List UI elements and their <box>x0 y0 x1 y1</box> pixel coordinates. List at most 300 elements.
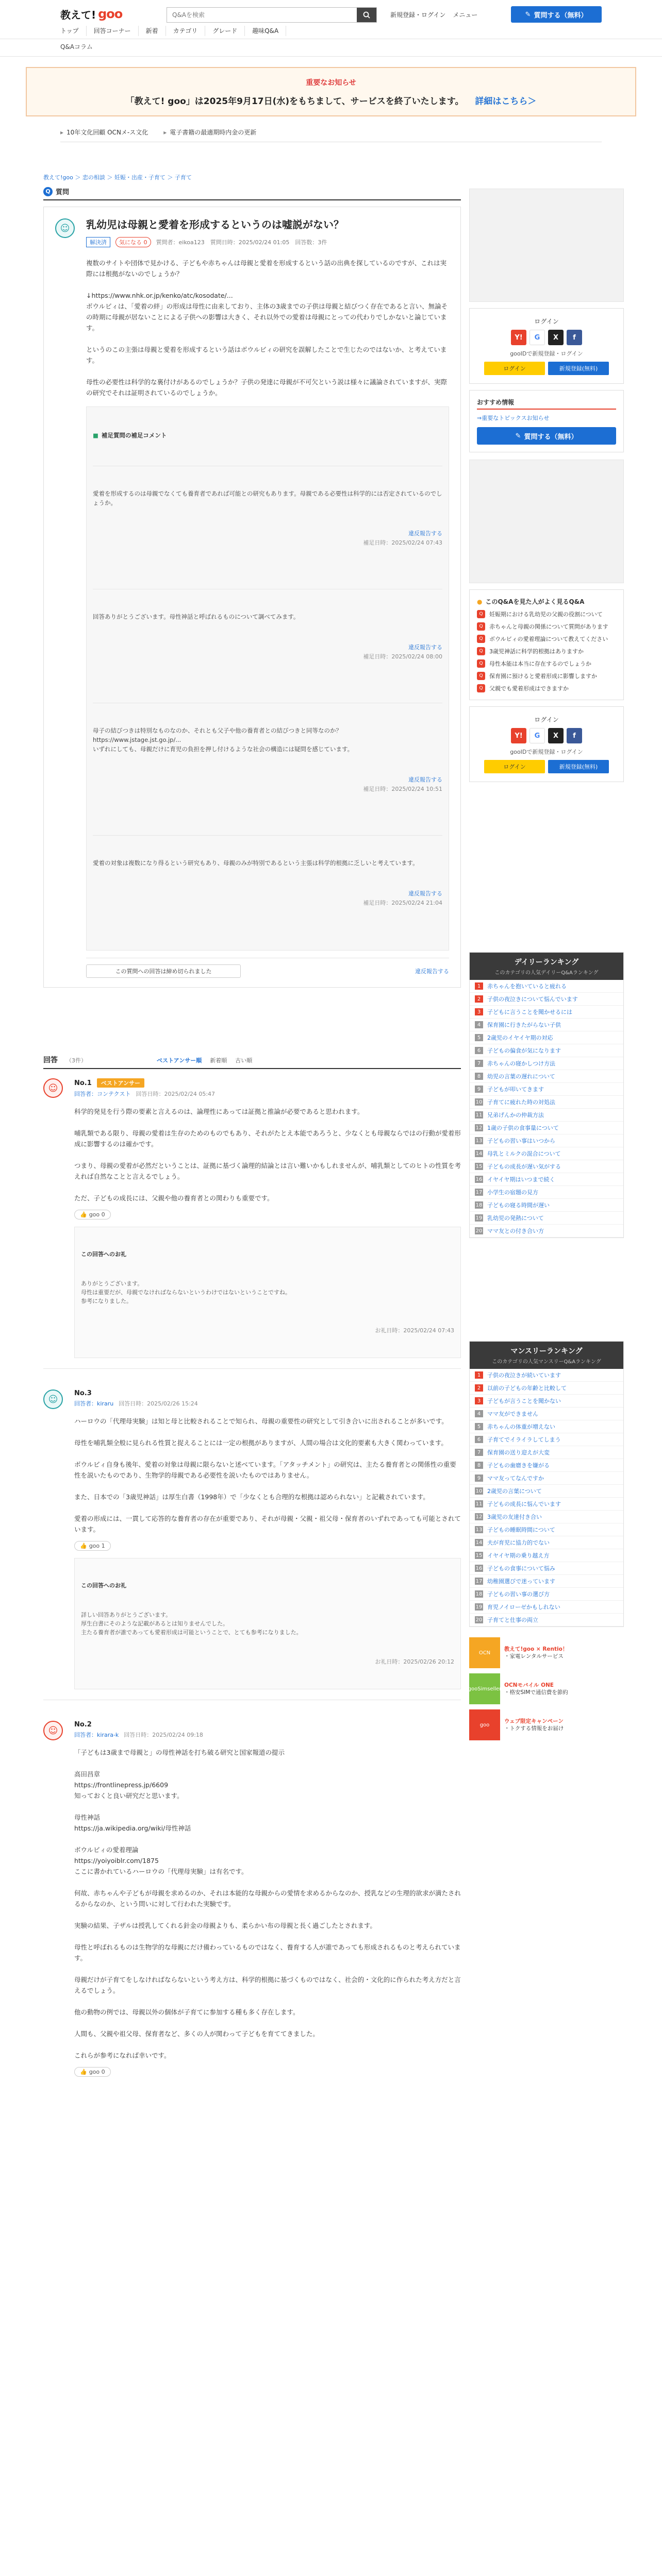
answer-number <box>74 1078 461 1088</box>
ranking-text: 兄弟げんかの仲裁方法 <box>487 1112 544 1118</box>
recommend-title: おすすめ情報 <box>477 398 616 410</box>
ranking-item[interactable] <box>470 1408 623 1420</box>
ranking-item[interactable] <box>470 1225 623 1238</box>
sub-nav <box>0 39 662 57</box>
ranking-item[interactable] <box>470 1186 623 1199</box>
promo-item[interactable] <box>469 1637 624 1668</box>
thanks-date: お礼日時：2025/02/24 07:43 <box>375 1327 454 1334</box>
answer-item <box>43 1369 461 1700</box>
supplement-item <box>93 466 442 566</box>
ranking-number: 14 <box>475 1150 483 1157</box>
bulb-icon: ● <box>477 598 483 605</box>
ranking-number: 1 <box>475 982 483 990</box>
thumb-icon: 👍 <box>80 1211 87 1218</box>
ranking-number: 2 <box>475 1384 483 1392</box>
ranking-text: ママ友ができません <box>487 1411 538 1417</box>
monthly-ranking-title: マンスリーランキング <box>510 1347 583 1355</box>
report-link[interactable]: 違反報告する <box>415 968 449 975</box>
answer-body: 「子どもは3歳まで母親と」の母性神話を打ち破る研究と国家報道の提示 高田昌章 https://frontlinepress.jp/6609 知っておくと良い研究だと思います。 母性神話 https://ja.wikipedia.org/wiki/母性神話 ボウルビィの愛着理論 https://yoiyoiblr.com/1875 ここに書かれているハーロウの「代理母実験」は有名です。 何故、赤ちゃんや子どもが母親を求めるのか、それは本能的な母親からの愛情を求めるからなのか、授乳などの生理的欲求が満たされるからなのか、という問いに対して行われた実験です。 実験の結果、子ザルは授乳してくれる針金の母親よりも、柔らかい布の母親と長く過ごしたとされます。 母性と呼ばれるものは生物学的な母親にだけ備わっているものではなく、養育する人が誰であっても形成されるものと考えられています。 母親だけが子育てをしなければならないという考え方は、科学的根拠に基づくものではなく、社会的・文化的に作られた考え方だと言えるでしょう。 他の動物の例では、母親以外の個体が子育てに参加する種も多く存在します。 人間も、父親や祖父母、保育者など、多くの人が関わって子どもを育ててきました。 これらが参考になれば幸いです。 <box>74 1749 461 2059</box>
facebook-icon[interactable]: f <box>567 330 582 345</box>
ranking-item[interactable] <box>470 1212 623 1225</box>
recommend-link[interactable]: ⇒重要なトピックスお知らせ <box>477 415 550 421</box>
thanks-text: ありがとうございます。 母性は重要だが、母親でなければならないというわけではないということですね。 参考になりました。 <box>81 1280 291 1304</box>
ranking-text: 赤ちゃんの寝かしつけ方法 <box>487 1060 555 1067</box>
monthly-ranking-header <box>470 1342 623 1369</box>
ask-label: 質問する（無料） <box>534 11 588 20</box>
supplement-text: 母子の結びつきは特別なものなのか、それとも父子や他の養育者との結びつきと同等なのか？ https://www.jstage.jst.go.jp/... いずれにしても、母親だけに育児の負担を押し付けるような社会の構造には疑問を感じています。 <box>93 727 354 753</box>
related-text: 妊娠期における乳幼児の父親の役割について <box>489 611 603 618</box>
ranking-number: 11 <box>475 1112 483 1118</box>
login-note: gooIDで新規登録・ログイン <box>510 749 583 755</box>
login-button[interactable]: ログイン <box>484 362 545 375</box>
question-meta: 質問者：eikoa123 質問日時：2025/02/24 01:05 回答数：3件 <box>156 239 327 246</box>
thanks-comment-box <box>74 1558 461 1689</box>
facebook-icon[interactable]: f <box>567 728 582 743</box>
related-item[interactable] <box>477 610 616 618</box>
recommend-box <box>469 390 624 452</box>
ranking-text: 子どもが叩いてきます <box>487 1086 544 1093</box>
supplement-date <box>93 775 442 794</box>
supplement-date <box>93 643 442 662</box>
promo-list <box>469 1637 624 1740</box>
supplement-date-text: 補足日時：2025/02/24 07:43 <box>363 539 442 546</box>
avatar[interactable]: ☺ <box>43 1721 63 1740</box>
ranking-text: 夫が育児に協力的でない <box>487 1539 550 1546</box>
ranking-text: 母乳とミルクの混合について <box>487 1150 561 1157</box>
ranking-item[interactable] <box>470 1173 623 1186</box>
ranking-text: 子どもの成長が遅い気がする <box>487 1163 561 1170</box>
ranking-number: 13 <box>475 1527 483 1533</box>
search-button[interactable] <box>357 8 376 22</box>
best-answer-badge: ベストアンサー <box>97 1078 144 1088</box>
sort-best[interactable]: ベストアンサー順 <box>157 1057 202 1064</box>
ranking-item[interactable] <box>470 1070 623 1083</box>
ranking-item[interactable] <box>470 1006 623 1019</box>
promo-image: goo <box>469 1709 500 1740</box>
ranking-item[interactable] <box>470 1549 623 1562</box>
daily-ranking <box>469 952 624 1238</box>
ranking-item[interactable] <box>470 1523 623 1536</box>
answer-user[interactable]: 回答者：コンテクスト <box>74 1091 131 1097</box>
promo-text <box>504 1718 564 1732</box>
promo-image: gooSimseller <box>469 1673 500 1704</box>
ranking-item[interactable] <box>470 1369 623 1382</box>
ranking-number: 13 <box>475 1138 483 1144</box>
q-icon: Q <box>477 684 485 692</box>
answer-number: No.3 <box>74 1389 92 1397</box>
goo-count: goo 1 <box>89 1543 105 1549</box>
ranking-number: 11 <box>475 1501 483 1507</box>
ranking-item[interactable] <box>470 1472 623 1485</box>
nav-new[interactable]: 新着 <box>139 26 166 36</box>
category-tab[interactable]: ▸ 10年文化回顧 OCNメ-ス文化 <box>60 128 148 137</box>
ranking-number: 20 <box>475 1228 483 1234</box>
ranking-item[interactable] <box>470 1498 623 1511</box>
ranking-item[interactable] <box>470 980 623 993</box>
related-item[interactable] <box>477 672 616 680</box>
sort-old[interactable]: 古い順 <box>235 1057 253 1064</box>
goo-count: goo 0 <box>89 2069 105 2075</box>
ranking-text: 幼児の言葉の遅れについて <box>487 1073 555 1080</box>
notice-detail-link[interactable]: 詳細はこちら＞ <box>475 96 537 107</box>
ranking-text: 子どもの偏食が気になります <box>487 1047 561 1054</box>
nav-answer-corner[interactable]: 回答コーナー <box>87 26 139 36</box>
yahoo-icon[interactable]: Y! <box>511 330 526 345</box>
ranking-number: 5 <box>475 1034 483 1041</box>
notice-text: 「教えて! goo」は2025年9月17日(水)をもちまして、サービスを終了いたします。 <box>125 96 464 107</box>
ad-banner[interactable] <box>469 189 624 302</box>
notice-title: 重要なお知らせ <box>306 79 356 87</box>
yahoo-icon[interactable]: Y! <box>511 728 526 743</box>
ranking-text: 乳幼児の発熱について <box>487 1215 544 1222</box>
report-link[interactable]: 違反報告する <box>408 776 442 783</box>
ranking-item[interactable] <box>470 1199 623 1212</box>
answers-header <box>43 1055 461 1069</box>
goo-button[interactable] <box>74 1210 111 1219</box>
monthly-ranking-sub: このカテゴリの人気マンスリーQ&Aランキング <box>492 1359 601 1365</box>
ranking-text: 3歳児の友達付き合い <box>487 1514 542 1520</box>
promo-text <box>504 1646 568 1660</box>
ranking-text: イヤイヤ期はいつまで続く <box>487 1176 555 1183</box>
ranking-item[interactable] <box>470 1511 623 1523</box>
ranking-item[interactable] <box>470 1044 623 1057</box>
ranking-text: 子育てに疲れた時の対処法 <box>487 1099 555 1106</box>
category-tabs <box>60 128 602 142</box>
ranking-text: 子育てでイライラしてしまう <box>487 1436 561 1443</box>
google-icon[interactable]: G <box>529 330 545 345</box>
ranking-number: 17 <box>475 1578 483 1584</box>
ranking-item[interactable] <box>470 1433 623 1446</box>
ranking-number: 8 <box>475 1462 483 1469</box>
answer-actions <box>74 1541 461 1551</box>
ranking-item[interactable] <box>470 1147 623 1160</box>
question-body: 複数のサイトや団体で見かける、子どもや赤ちゃんは母親と愛着を形成するという話の出典を探しているのですが、これは実際には根拠がないのでしょうか？ ↓https://www.nhk.or.jp/kenko/atc/kosodate/... ボウルビィは、「愛着の絆」の形成は母性に由来しており、主体の3歳までの子供は母親と結びつく存在であると言い、無論その時期に母親が居ないことによる子供への影響は大きく、それ以外での愛着は母親にとっての代わりでしかないと論じています。 というのこの主張は母親と愛着を形成するという話はボウルビィの研究を誤解したことで生じたのではないか、と考えています。 母性の必要性は科学的な裏付けがあるのでしょうか？子供の発達に母親が不可欠という説は様々に議論されていますが、実際の研究でそれは証明されているのでしょうか。 <box>86 259 448 397</box>
x-icon[interactable]: X <box>548 728 564 743</box>
ranking-number: 9 <box>475 1086 483 1093</box>
related-text: 母性本能は本当に存在するのでしょうか <box>489 660 591 667</box>
related-item[interactable] <box>477 659 616 668</box>
ranking-text: 子どもの成長に悩んでいます <box>487 1501 561 1507</box>
ranking-number: 2 <box>475 995 483 1003</box>
main-column <box>43 142 461 2087</box>
ranking-item[interactable] <box>470 1446 623 1459</box>
avatar[interactable]: ☺ <box>43 1078 63 1098</box>
answer-date: 回答日時：2025/02/26 15:24 <box>119 1400 198 1407</box>
ranking-number: 7 <box>475 1060 483 1067</box>
answer-body: 科学的発見を行う際の要素と言えるのは、論理性にあっては証拠と推論が必要であると思われます。 哺乳類である限り、母親の愛着は生存のためのものでもあり、それがたとえ本能であろうと、少なくとも母親ならではの行動が愛着形成に影響するのは確かです。 つまり、母親の愛着が必然だということは、証拠に基づく論理的結論とは言い難いかもしれませんが、哺乳類としてのヒトの性質を考えれば自然なことと言えるでしょう。 ただ、子どもの成長には、父親や他の養育者との関わりも重要です。 <box>74 1108 461 1202</box>
answer-body: ハーロウの「代理母実験」は知と母と比較されることで知られ、母親の重要性の研究として引き合いに出されることが多いです。 母性を哺乳類全般に見られる性質と捉えることには一定の根拠がありますが、人間の場合は文化的要素も大きく関わっています。 ボウルビィ自身も後年、愛着の対象は母親に限らないと述べています。「アタッチメント」の研究は、主たる養育者との関係性の重要性を説いたものであり、生物学的母親である必要性を説いたものではありません。 また、日本での「3歳児神話」は厚生白書（1998年）で「少なくとも合理的な根拠は認められない」と記載されています。 愛着の形成には、一貫して応答的な養育者の存在が重要であり、それが母親・父親・祖父母・保育者のいずれであっても可能とされています。 <box>74 1417 461 1533</box>
ranking-text: 子育てと仕事の両立 <box>487 1617 538 1623</box>
ranking-number: 19 <box>475 1604 483 1610</box>
ranking-text: 子どもに言うことを聞かせるには <box>487 1009 572 1015</box>
login-note: gooIDで新規登録・ログイン <box>510 350 583 357</box>
status-badge: 解決済 <box>86 237 110 247</box>
related-item[interactable] <box>477 647 616 655</box>
answers-title: 回答 <box>43 1056 58 1064</box>
supplement-date-text: 補足日時：2025/02/24 10:51 <box>363 786 442 792</box>
thanks-text: 詳しい回答ありがとうございます。 厚生白書にそのような記載があるとは知りませんでした。 主たる養育者が誰であっても愛着形成は可能ということで、とても参考になりました。 <box>81 1612 302 1636</box>
related-item[interactable] <box>477 622 616 631</box>
q-icon: Q <box>477 659 485 668</box>
supplement-item <box>93 703 442 812</box>
q-icon: Q <box>477 635 485 643</box>
ranking-item[interactable] <box>470 1083 623 1096</box>
thanks-title: この回答へのお礼 <box>81 1251 126 1258</box>
login-title: ログイン <box>534 318 559 325</box>
ranking-item[interactable] <box>470 1562 623 1575</box>
ranking-number: 17 <box>475 1189 483 1195</box>
question-icon: Q <box>43 187 53 196</box>
ranking-text: 子供の夜泣きが続いています <box>487 1372 561 1379</box>
login-buttons <box>478 760 615 773</box>
ranking-number: 4 <box>475 1410 483 1417</box>
ranking-number: 15 <box>475 1552 483 1558</box>
ranking-text: 赤ちゃんの体重が増えない <box>487 1423 555 1430</box>
ranking-number: 18 <box>475 1202 483 1208</box>
goo-count: goo 0 <box>89 1211 105 1218</box>
ranking-text: 子どもの睡眠時間について <box>487 1527 555 1533</box>
related-item[interactable] <box>477 684 616 692</box>
site-header <box>0 0 662 39</box>
logo-goo: goo <box>98 7 123 21</box>
supplement-title <box>93 431 442 440</box>
answer-item <box>43 1069 461 1369</box>
supplement-title-text: 補足質問の補足コメント <box>101 432 167 439</box>
supplement-date-text: 補足日時：2025/02/24 08:00 <box>363 653 442 660</box>
login-box <box>469 706 624 782</box>
ranking-item[interactable] <box>470 1485 623 1498</box>
ranking-text: 2歳児の言葉について <box>487 1488 542 1495</box>
related-item[interactable] <box>477 635 616 643</box>
ranking-text: 子どもの習い事の選び方 <box>487 1591 550 1598</box>
supplement-date-text: 補足日時：2025/02/24 21:04 <box>363 900 442 906</box>
notice-body <box>27 94 635 107</box>
promo-desc: ・家電レンタルサービス <box>504 1653 564 1659</box>
nav-hobby[interactable]: 趣味Q&A <box>245 26 286 36</box>
q-icon: Q <box>477 647 485 655</box>
avatar[interactable]: ☺ <box>43 1389 63 1409</box>
ranking-item[interactable] <box>470 1382 623 1395</box>
ranking-text: 保育園に行きたがらない子供 <box>487 1022 561 1028</box>
ranking-number: 5 <box>475 1423 483 1430</box>
answer-user[interactable]: 回答者：kirara-k <box>74 1732 119 1738</box>
ranking-number: 6 <box>475 1047 483 1054</box>
ranking-item[interactable] <box>470 1096 623 1109</box>
interest-button[interactable]: 気になる 0 <box>115 237 151 247</box>
promo-image: OCN <box>469 1637 500 1668</box>
sort-new[interactable]: 新着順 <box>210 1057 227 1064</box>
monthly-ranking-list <box>470 1369 623 1626</box>
daily-ranking-list <box>470 980 623 1238</box>
ranking-text: 以前の子どもの年齢と比較して <box>487 1385 567 1392</box>
thanks-date: お礼日時：2025/02/26 20:12 <box>375 1658 454 1665</box>
answer-item <box>43 1700 461 2087</box>
report-link[interactable]: 違反報告する <box>408 530 442 537</box>
sns-row <box>478 330 615 345</box>
ranking-text: ママ友ってなんですか <box>487 1475 544 1482</box>
related-text: 3歳児神話に科学的根拠はありますか <box>489 648 584 655</box>
answers-count: （3件） <box>66 1057 87 1064</box>
goo-button[interactable] <box>74 1541 111 1551</box>
nav-category[interactable]: カテゴリ <box>166 26 206 36</box>
supplement-text: 回答ありがとうございます。母性神話と呼ばれるものについて調べてみます。 <box>93 613 300 620</box>
sidebar <box>469 173 624 1740</box>
login-button[interactable]: ログイン <box>484 760 545 773</box>
breadcrumb[interactable]: 教えて!goo ＞ 恋の相談 ＞ 妊娠・出産・子育て ＞ 子育て <box>43 174 192 181</box>
ranking-text: 1歳の子供の食事量について <box>487 1125 559 1131</box>
ranking-number: 10 <box>475 1488 483 1494</box>
answer-meta <box>74 1090 461 1098</box>
ranking-text: 幼稚園選びで迷っています <box>487 1578 555 1585</box>
ranking-number: 3 <box>475 1008 483 1015</box>
question-card <box>43 207 461 988</box>
promo-item[interactable] <box>469 1673 624 1704</box>
supplement-text: 愛着の対象は複数になり得るという研究もあり、母親のみが特別であるという主張は科学的根拠に乏しいと考えています。 <box>93 859 419 867</box>
ranking-number: 7 <box>475 1449 483 1456</box>
q-icon: Q <box>477 610 485 618</box>
supplement-date <box>93 529 442 548</box>
ranking-item[interactable] <box>470 1395 623 1408</box>
ranking-item[interactable] <box>470 1536 623 1549</box>
category-tab[interactable]: ▸ 電子書籍の最適期時内金の更新 <box>163 128 256 137</box>
ranking-text: イヤイヤ期の乗り越え方 <box>487 1552 550 1559</box>
answer-date: 回答日時：2025/02/24 09:18 <box>124 1732 203 1738</box>
ranking-text: 子どもの食事について悩み <box>487 1565 555 1572</box>
ranking-text: 保育園の送り迎えが大変 <box>487 1449 550 1456</box>
ranking-number: 4 <box>475 1021 483 1028</box>
report-link[interactable]: 違反報告する <box>408 644 442 651</box>
ranking-item[interactable] <box>470 1614 623 1626</box>
login-link[interactable]: 新規登録・ログイン <box>390 11 446 19</box>
nav-top[interactable]: トップ <box>60 26 87 36</box>
promo-desc: ・格安SIMで通信費を節約 <box>504 1689 568 1696</box>
answer-actions <box>74 2067 461 2077</box>
header-ask-button[interactable] <box>511 6 602 23</box>
ranking-item[interactable] <box>470 1588 623 1601</box>
search-form <box>167 7 377 23</box>
nav-column[interactable]: Q&Aコラム <box>60 43 93 50</box>
ranking-item[interactable] <box>470 1109 623 1122</box>
thanks-comment-box <box>74 1227 461 1358</box>
ranking-item[interactable] <box>470 1601 623 1614</box>
answer-meta <box>74 1399 461 1408</box>
supplement-item <box>93 589 442 680</box>
register-button[interactable]: 新規登録(無料) <box>548 362 609 375</box>
daily-ranking-title: デイリーランキング <box>514 958 579 967</box>
search-icon <box>363 11 370 19</box>
ranking-item[interactable] <box>470 993 623 1006</box>
ranking-text: 子どもが言うことを聞かない <box>487 1398 561 1404</box>
ranking-item[interactable] <box>470 1031 623 1044</box>
promo-title: ウェブ限定キャンペーン <box>504 1718 564 1724</box>
daily-ranking-sub: このカテゴリの人気デイリーQ&Aランキング <box>494 970 599 976</box>
ranking-text: 子供の夜泣きについて悩んでいます <box>487 996 578 1003</box>
pin-icon: ■ <box>93 432 98 439</box>
thumb-icon: 👍 <box>80 1543 87 1549</box>
related-title <box>477 597 616 606</box>
report-link[interactable]: 違反報告する <box>408 890 442 897</box>
ranking-number: 1 <box>475 1371 483 1379</box>
share-row <box>86 964 241 978</box>
thumb-icon: 👍 <box>80 2069 87 2075</box>
ranking-number: 19 <box>475 1215 483 1221</box>
login-box <box>469 308 624 384</box>
ranking-number: 20 <box>475 1617 483 1623</box>
ranking-text: 2歳児のイヤイヤ期の対応 <box>487 1035 553 1041</box>
login-buttons <box>478 362 615 375</box>
ranking-text: 子どもの歯磨きを嫌がる <box>487 1462 550 1469</box>
ad-banner[interactable] <box>469 460 624 583</box>
promo-text <box>504 1682 568 1696</box>
logo-text: 教えて! <box>60 8 96 21</box>
ranking-item[interactable] <box>470 1122 623 1134</box>
promo-title: OCNモバイル ONE <box>504 1682 554 1688</box>
question-title: 乳幼児は母親と愛着を形成するというのは嘘説がない？ <box>86 218 344 231</box>
ranking-item[interactable] <box>470 1019 623 1031</box>
sidebar-ask-button[interactable] <box>477 427 616 445</box>
ranking-item[interactable] <box>470 1160 623 1173</box>
ranking-text: 子どもの寝る時間が遅い <box>487 1202 550 1209</box>
supplement-box <box>86 406 449 951</box>
sort-tabs <box>157 1056 252 1064</box>
ranking-number: 12 <box>475 1514 483 1520</box>
menu-link[interactable]: メニュー <box>453 11 478 19</box>
ranking-number: 15 <box>475 1163 483 1170</box>
search-input[interactable] <box>167 8 353 22</box>
register-button[interactable]: 新規登録(無料) <box>548 760 609 773</box>
daily-ranking-header <box>470 953 623 980</box>
site-logo[interactable] <box>60 5 122 23</box>
ranking-number: 10 <box>475 1099 483 1105</box>
goo-button[interactable] <box>74 2067 111 2077</box>
avatar[interactable]: ☺ <box>55 218 75 238</box>
x-icon[interactable]: X <box>548 330 564 345</box>
ranking-number: 18 <box>475 1591 483 1597</box>
ranking-item[interactable] <box>470 1134 623 1147</box>
ranking-number: 6 <box>475 1436 483 1443</box>
related-text: 保育園に預けると愛着形成に影響しますか <box>489 673 597 680</box>
promo-item[interactable] <box>469 1709 624 1740</box>
question-section-label <box>43 187 461 200</box>
ranking-item[interactable] <box>470 1575 623 1588</box>
ranking-item[interactable] <box>470 1459 623 1472</box>
pencil-icon: ✎ <box>525 10 531 19</box>
sns-row <box>478 728 615 743</box>
pencil-icon: ✎ <box>515 432 521 440</box>
related-text: 赤ちゃんと母親の関係について質問があります <box>489 623 608 630</box>
related-box <box>469 589 624 700</box>
monthly-ranking <box>469 1341 624 1627</box>
sidebar-ask-label: 質問する（無料） <box>524 433 578 441</box>
ranking-text: 小学生の宿題の見方 <box>487 1189 538 1196</box>
answer-user[interactable]: 回答者：kiraru <box>74 1400 114 1407</box>
closed-notice: この質問への回答は締め切られました <box>86 964 241 978</box>
login-title: ログイン <box>534 716 559 723</box>
ranking-item[interactable] <box>470 1057 623 1070</box>
google-icon[interactable]: G <box>529 728 545 743</box>
ranking-text: ママ友との付き合い方 <box>487 1228 544 1234</box>
answer-number: No.2 <box>74 1721 92 1728</box>
ranking-number: 12 <box>475 1125 483 1131</box>
q-icon: Q <box>477 622 485 631</box>
supplement-item <box>93 835 442 926</box>
nav-grade[interactable]: グレード <box>205 26 245 36</box>
answer-meta <box>74 1731 461 1739</box>
thanks-title: この回答へのお礼 <box>81 1582 126 1589</box>
ranking-item[interactable] <box>470 1420 623 1433</box>
promo-desc: ・トクする情報をお届け <box>504 1725 564 1732</box>
answer-date: 回答日時：2025/02/24 05:47 <box>136 1091 216 1097</box>
